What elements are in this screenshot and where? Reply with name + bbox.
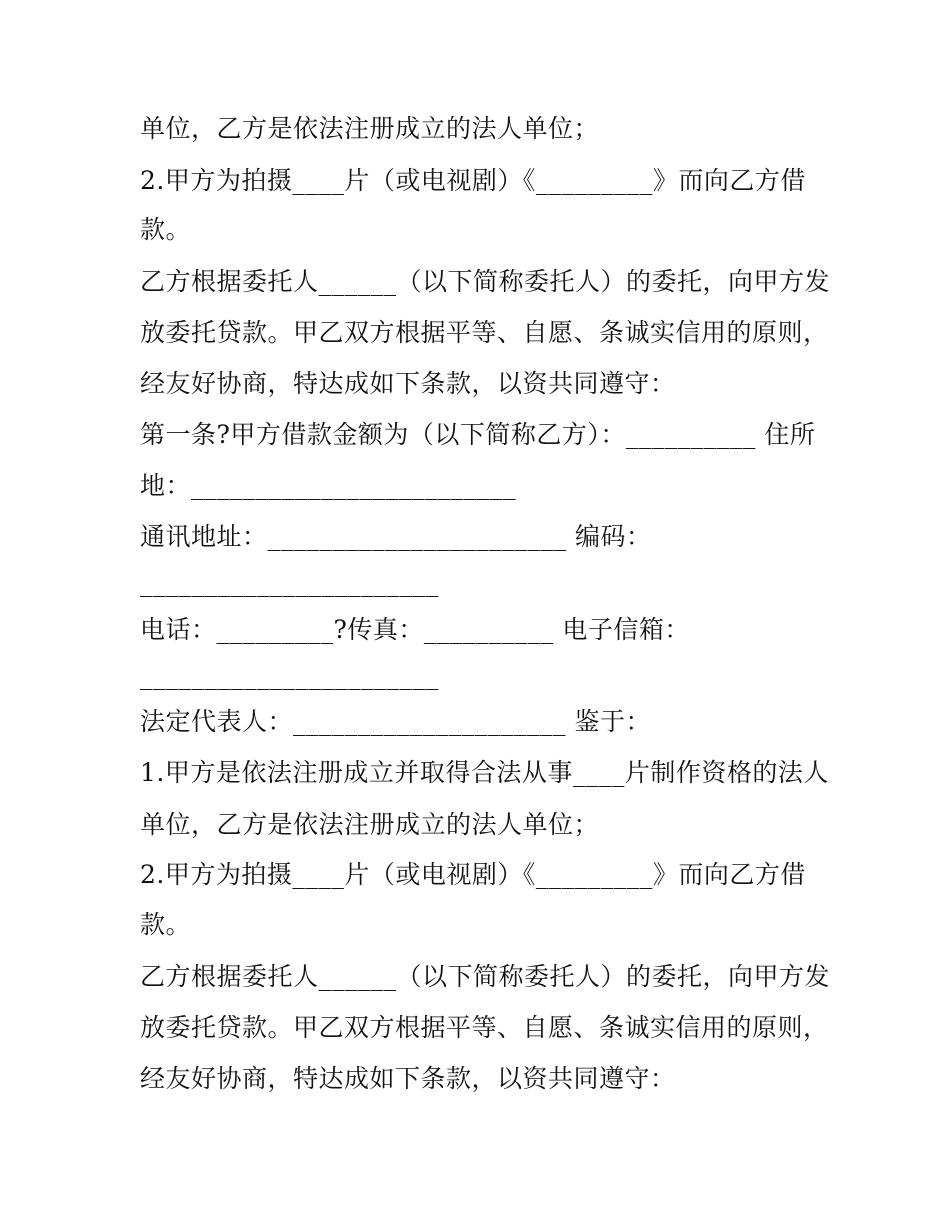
text-line: 款。: [140, 910, 192, 939]
text-line: 经友好协商，特达成如下条款，以资共同遵守：: [140, 1064, 676, 1093]
text-line: 经友好协商，特达成如下条款，以资共同遵守：: [140, 369, 676, 398]
text-line: 2.甲方为拍摄____片（或电视剧）《_________》而向乙方借: [140, 166, 806, 195]
text-line: 地：_________________________: [140, 471, 517, 500]
text-line: 放委托贷款。甲乙双方根据平等、自愿、条诚实信用的原则，: [140, 1013, 829, 1042]
text-line: _______________________: [140, 568, 439, 597]
text-line: 款。: [140, 215, 192, 244]
text-line: 2.甲方为拍摄____片（或电视剧）《_________》而向乙方借: [140, 860, 806, 889]
text-line: 放委托贷款。甲乙双方根据平等、自愿、条诚实信用的原则，: [140, 318, 829, 347]
text-line: _______________________: [140, 661, 439, 690]
text-line: 单位，乙方是依法注册成立的法人单位；: [140, 114, 600, 143]
text-line: 电话：_________?传真：__________ 电子信箱：: [140, 615, 690, 644]
text-line: 第一条?甲方借款金额为（以下简称乙方）：__________ 住所: [140, 420, 816, 449]
text-line: 乙方根据委托人______（以下简称委托人）的委托，向甲方发: [140, 962, 831, 991]
text-line: 乙方根据委托人______（以下简称委托人）的委托，向甲方发: [140, 267, 831, 296]
text-line: 单位，乙方是依法注册成立的法人单位；: [140, 810, 600, 839]
text-line: 1.甲方是依法注册成立并取得合法从事____片制作资格的法人: [140, 758, 829, 787]
text-line: 法定代表人：_____________________ 鉴于：: [140, 707, 651, 736]
text-line: 通讯地址：_______________________ 编码：: [140, 522, 652, 551]
